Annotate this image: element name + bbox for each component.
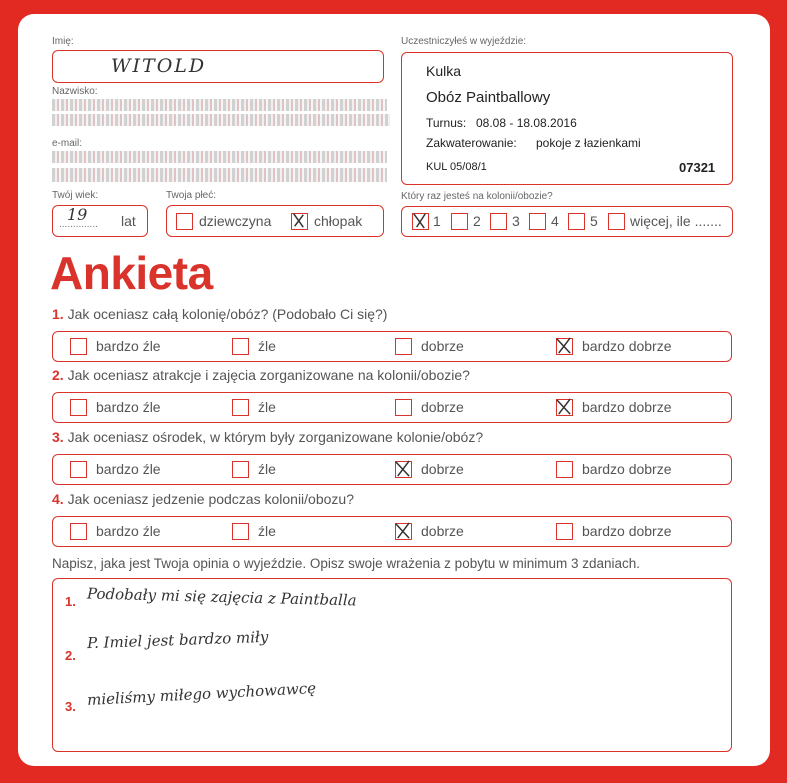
question-4-option-2-label: źle xyxy=(258,523,276,539)
question-2-option-3-checkbox[interactable] xyxy=(395,399,412,416)
times-option-4-checkbox[interactable] xyxy=(529,213,546,230)
question-1-option-4-label: bardzo dobrze xyxy=(582,338,672,354)
gender-male-label: chłopak xyxy=(314,213,363,229)
question-1-option-4-checkbox[interactable] xyxy=(556,338,573,355)
question-3-text xyxy=(52,429,483,445)
question-2-answers xyxy=(52,392,732,423)
opinion-line-1-text: Podobały mi się zajęcia z Paintballa xyxy=(86,584,357,610)
survey-title: Ankieta xyxy=(50,247,213,299)
times-option-1-label: 1 xyxy=(433,213,441,229)
question-4-text xyxy=(52,491,354,507)
times-option-3-label: 3 xyxy=(512,213,520,229)
question-4-answers xyxy=(52,516,732,547)
gender-female-checkbox[interactable] xyxy=(176,213,193,230)
name-value: WITOLD xyxy=(111,55,207,77)
question-2-option-1-label: bardzo źle xyxy=(96,399,161,415)
trip-info-box xyxy=(401,52,733,185)
question-4-option-3-checkbox[interactable] xyxy=(395,523,412,540)
question-number: 1. xyxy=(52,306,64,322)
question-3-option-4-checkbox[interactable] xyxy=(556,461,573,478)
trip-number: 07321 xyxy=(679,160,716,175)
times-option-5-label: 5 xyxy=(590,213,598,229)
question-number: 3. xyxy=(52,429,64,445)
check-mark-icon xyxy=(554,397,573,416)
opinion-box[interactable] xyxy=(52,578,732,752)
times-option-1-checkbox[interactable] xyxy=(412,213,429,230)
times-option-more-label: więcej, ile ....... xyxy=(630,213,722,229)
question-label: Jak oceniasz całą kolonię/obóz? (Podobało Ci się?) xyxy=(67,306,388,322)
times-option-4-label: 4 xyxy=(551,213,559,229)
question-3-option-3-label: dobrze xyxy=(421,461,464,477)
opinion-line-3-text: mieliśmy miłego wychowawcę xyxy=(86,679,317,709)
question-2-option-4-label: bardzo dobrze xyxy=(582,399,672,415)
surname-redacted-2 xyxy=(52,114,390,126)
times-option-more-checkbox[interactable] xyxy=(608,213,625,230)
question-2-option-1-checkbox[interactable] xyxy=(70,399,87,416)
turnus-label: Turnus: xyxy=(426,116,467,130)
age-value: 19 xyxy=(67,205,88,224)
surname-redacted xyxy=(52,99,387,111)
gender-field xyxy=(166,205,384,237)
check-mark-icon xyxy=(410,211,429,230)
opinion-prompt: Napisz, jaka jest Twoja opinia o wyjeździe. Opisz swoje wrażenia z pobytu w minimum 3 zdaniach. xyxy=(52,556,641,571)
question-1-answers xyxy=(52,331,732,362)
question-2-option-2-checkbox[interactable] xyxy=(232,399,249,416)
question-2-option-2-label: źle xyxy=(258,399,276,415)
question-1-option-2-checkbox[interactable] xyxy=(232,338,249,355)
opinion-line-2-text: P. Imiel jest bardzo miły xyxy=(86,627,269,653)
question-4-option-1-checkbox[interactable] xyxy=(70,523,87,540)
age-label: Twój wiek: xyxy=(52,190,99,201)
check-mark-icon xyxy=(393,459,412,478)
times-option-5-checkbox[interactable] xyxy=(568,213,585,230)
question-3-answers xyxy=(52,454,732,485)
age-field[interactable] xyxy=(52,205,148,237)
question-3-option-3-checkbox[interactable] xyxy=(395,461,412,478)
opinion-line-2-number: 2. xyxy=(65,648,76,663)
email-label: e-mail: xyxy=(52,138,83,149)
times-field xyxy=(401,206,733,237)
question-1-option-1-checkbox[interactable] xyxy=(70,338,87,355)
age-unit: lat xyxy=(121,213,136,229)
surname-label: Nazwisko: xyxy=(52,86,98,97)
trip-code: KUL 05/08/1 xyxy=(426,161,487,173)
question-1-text xyxy=(52,306,387,322)
question-number: 4. xyxy=(52,491,64,507)
question-2-option-4-checkbox[interactable] xyxy=(556,399,573,416)
lodging-label: Zakwaterowanie: xyxy=(426,136,517,150)
trip-org: Kulka xyxy=(426,63,462,79)
name-field[interactable] xyxy=(52,50,384,83)
question-4-option-1-label: bardzo źle xyxy=(96,523,161,539)
question-4-option-3-label: dobrze xyxy=(421,523,464,539)
times-label: Który raz jesteś na kolonii/obozie? xyxy=(401,191,553,202)
question-number: 2. xyxy=(52,367,64,383)
question-label: Jak oceniasz jedzenie podczas kolonii/obozu? xyxy=(67,491,354,507)
question-3-option-4-label: bardzo dobrze xyxy=(582,461,672,477)
question-1-option-2-label: źle xyxy=(258,338,276,354)
question-label: Jak oceniasz ośrodek, w którym były zorganizowane kolonie/obóz? xyxy=(67,429,484,445)
check-mark-icon xyxy=(393,521,412,540)
lodging-value: pokoje z łazienkami xyxy=(536,136,641,150)
check-mark-icon xyxy=(554,336,573,355)
question-3-option-2-checkbox[interactable] xyxy=(232,461,249,478)
name-label: Imię: xyxy=(52,36,74,47)
question-2-text xyxy=(52,367,470,383)
question-label: Jak oceniasz atrakcje i zajęcia zorganizowane na kolonii/obozie? xyxy=(67,367,470,383)
email-redacted-2 xyxy=(52,168,387,182)
question-3-option-1-label: bardzo źle xyxy=(96,461,161,477)
turnus-value: 08.08 - 18.08.2016 xyxy=(476,116,577,130)
question-3-option-2-label: źle xyxy=(258,461,276,477)
question-2-option-3-label: dobrze xyxy=(421,399,464,415)
question-4-option-2-checkbox[interactable] xyxy=(232,523,249,540)
question-1-option-3-checkbox[interactable] xyxy=(395,338,412,355)
check-mark-icon xyxy=(289,211,308,230)
opinion-line-1-number: 1. xyxy=(65,594,76,609)
opinion-line-3-number: 3. xyxy=(65,699,76,714)
gender-label: Twoja płeć: xyxy=(166,190,217,201)
gender-male-checkbox[interactable] xyxy=(291,213,308,230)
age-dots: .............. xyxy=(59,219,98,230)
question-1-option-1-label: bardzo źle xyxy=(96,338,161,354)
times-option-3-checkbox[interactable] xyxy=(490,213,507,230)
question-4-option-4-checkbox[interactable] xyxy=(556,523,573,540)
gender-female-label: dziewczyna xyxy=(199,213,272,229)
question-4-option-4-label: bardzo dobrze xyxy=(582,523,672,539)
question-1-option-3-label: dobrze xyxy=(421,338,464,354)
trip-label: Uczestniczyłeś w wyjeździe: xyxy=(401,36,527,47)
times-option-2-checkbox[interactable] xyxy=(451,213,468,230)
times-option-2-label: 2 xyxy=(473,213,481,229)
email-redacted xyxy=(52,151,387,163)
trip-camp: Obóz Paintballowy xyxy=(426,89,551,106)
question-3-option-1-checkbox[interactable] xyxy=(70,461,87,478)
